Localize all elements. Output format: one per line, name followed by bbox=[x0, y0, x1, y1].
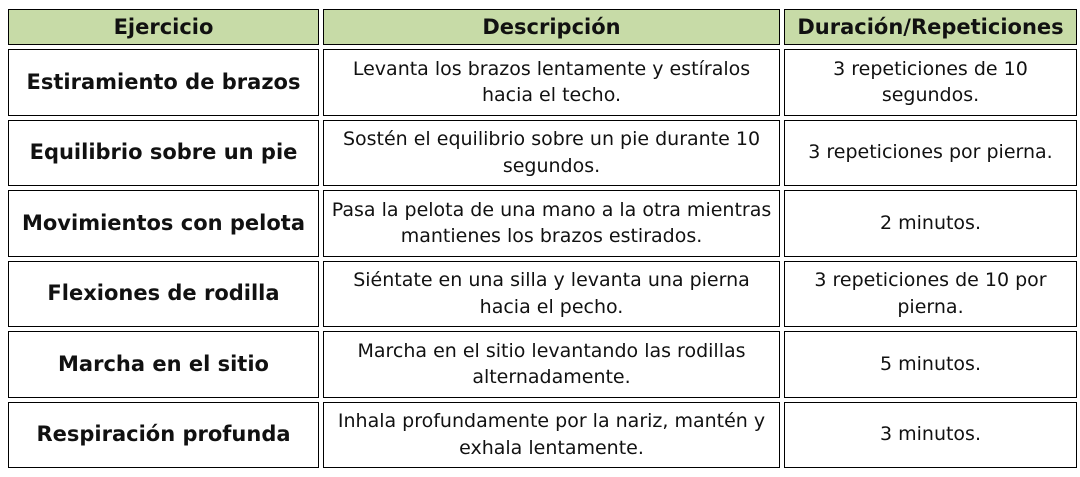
duration-cell: 3 repeticiones de 10 por pierna. bbox=[784, 261, 1077, 328]
exercise-cell: Movimientos con pelota bbox=[8, 190, 319, 257]
exercise-cell: Flexiones de rodilla bbox=[8, 261, 319, 328]
exercise-cell: Estiramiento de brazos bbox=[8, 49, 319, 116]
table-row bbox=[8, 261, 1077, 328]
description-cell: Inhala profundamente por la nariz, mantén y exhala lentamente. bbox=[323, 402, 780, 469]
header-exercise: Ejercicio bbox=[8, 9, 319, 45]
exercise-cell: Respiración profunda bbox=[8, 402, 319, 469]
exercise-table bbox=[4, 5, 1080, 472]
table-row bbox=[8, 190, 1077, 257]
duration-cell: 5 minutos. bbox=[784, 331, 1077, 398]
description-cell: Marcha en el sitio levantando las rodillas alternadamente. bbox=[323, 331, 780, 398]
description-cell: Sostén el equilibrio sobre un pie durante 10 segundos. bbox=[323, 120, 780, 187]
description-cell: Siéntate en una silla y levanta una pierna hacia el pecho. bbox=[323, 261, 780, 328]
description-cell: Levanta los brazos lentamente y estíralos hacia el techo. bbox=[323, 49, 780, 116]
exercise-cell: Marcha en el sitio bbox=[8, 331, 319, 398]
table-row bbox=[8, 402, 1077, 469]
duration-cell: 2 minutos. bbox=[784, 190, 1077, 257]
header-description: Descripción bbox=[323, 9, 780, 45]
table-row bbox=[8, 331, 1077, 398]
header-duration: Duración/Repeticiones bbox=[784, 9, 1077, 45]
duration-cell: 3 minutos. bbox=[784, 402, 1077, 469]
table-row bbox=[8, 120, 1077, 187]
table-row bbox=[8, 49, 1077, 116]
header-row bbox=[8, 9, 1077, 45]
duration-cell: 3 repeticiones por pierna. bbox=[784, 120, 1077, 187]
duration-cell: 3 repeticiones de 10 segundos. bbox=[784, 49, 1077, 116]
description-cell: Pasa la pelota de una mano a la otra mientras mantienes los brazos estirados. bbox=[323, 190, 780, 257]
exercise-cell: Equilibrio sobre un pie bbox=[8, 120, 319, 187]
